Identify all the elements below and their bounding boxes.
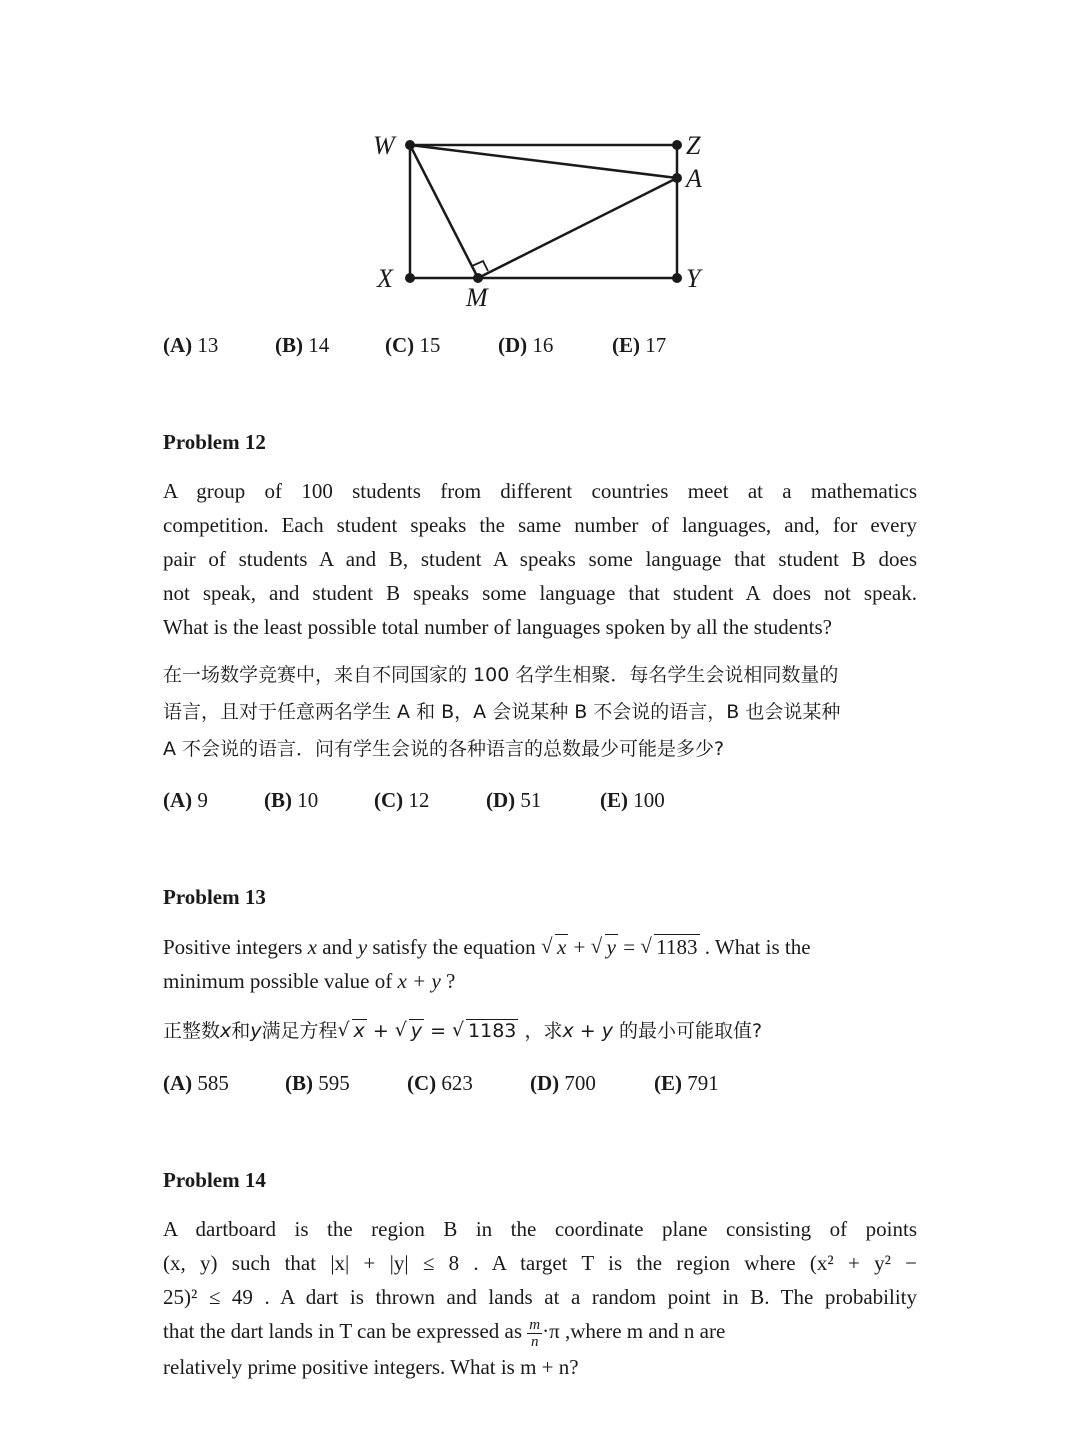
p13-line-2: minimum possible value of x + y ?	[163, 969, 456, 993]
label-w: W	[373, 131, 395, 160]
label-y: Y	[686, 264, 701, 293]
p12-zh-line-3: A 不会说的语言．问有学生会说的各种语言的总数最少可能是多少?	[163, 738, 725, 760]
problem-14-english	[163, 1212, 917, 1384]
p14-line-3: 25)² ≤ 49 . A dart is thrown and lands at a random point in B. The probability	[163, 1285, 917, 1309]
geometry-figure	[360, 118, 720, 318]
problem-13-heading: Problem 13	[163, 885, 266, 909]
p14-line-5: relatively prime positive integers. What is m + n?	[163, 1354, 579, 1379]
segment-ma	[478, 178, 677, 278]
p12-line-4: not speak, and student B speaks some language that student A does not speak.	[163, 581, 917, 605]
choice-a[interactable]: (A) 585	[163, 1071, 229, 1095]
p12-zh-line-2: 语言，且对于任意两名学生 A 和 B，A 会说某种 B 不会说的语言，B 也会说某种	[163, 701, 841, 723]
p14-line-4: that the dart lands in T can be expressed as $\frac{m}{n}$ ·π ,where m and n are	[163, 1316, 726, 1350]
p12-line-1: A group of 100 students from different countries meet at a mathematics	[163, 479, 917, 503]
choice-e[interactable]: (E) 100	[600, 788, 665, 812]
problem-12-chinese	[163, 657, 917, 768]
choice-b[interactable]: (B) 595	[285, 1071, 350, 1095]
problem-13-chinese	[163, 1013, 917, 1050]
label-z: Z	[686, 131, 701, 160]
choice-c[interactable]: (C) 12	[374, 788, 430, 812]
choice-d[interactable]: (D) 51	[486, 788, 542, 812]
choice-b[interactable]: (B) 10	[264, 788, 319, 812]
rectangle-wxyz	[410, 145, 677, 278]
p13-line-1: Positive integers x and y satisfy the equation √ x + √ y = √ 1183 . What is the	[163, 930, 917, 964]
p14-line-1: A dartboard is the region B in the coordinate plane consisting of points	[163, 1217, 917, 1241]
point-m	[473, 273, 483, 283]
label-x: X	[377, 264, 393, 293]
problem-14-heading: Problem 14	[163, 1168, 266, 1192]
label-a: A	[686, 164, 702, 193]
p12-line-5: What is the least possible total number of languages spoken by all the students?	[163, 615, 832, 639]
sqrt-1183: √ 1183	[640, 930, 699, 964]
p12-line-3: pair of students A and B, student A speaks some language that student B does	[163, 547, 917, 571]
rectangle-diagram	[360, 118, 720, 318]
problem-12-heading: Problem 12	[163, 430, 266, 454]
point-a	[672, 173, 682, 183]
choice-c[interactable]: (C) 623	[407, 1071, 473, 1095]
choice-a[interactable]: (A) 9	[163, 788, 208, 812]
choice-a[interactable]: (A) 13	[163, 333, 219, 357]
point-y	[672, 273, 682, 283]
choice-b[interactable]: (B) 14	[275, 333, 330, 357]
segment-wm	[410, 145, 478, 278]
p12-line-2: competition. Each student speaks the same number of languages, and, for every	[163, 513, 917, 537]
choice-e[interactable]: (E) 17	[612, 333, 667, 357]
choice-c[interactable]: (C) 15	[385, 333, 441, 357]
p14-line-2: (x, y) such that |x| + |y| ≤ 8 . A target T is the region where (x² + y² −	[163, 1251, 917, 1275]
sqrt-x: √ x	[541, 930, 568, 964]
fraction-m-over-n: $\frac{m}{n}$	[529, 1316, 541, 1350]
point-w	[405, 140, 415, 150]
choice-d[interactable]: (D) 16	[498, 333, 554, 357]
problem-12-english	[163, 474, 917, 644]
segment-wa	[410, 145, 677, 178]
choice-e[interactable]: (E) 791	[654, 1071, 719, 1095]
p13-zh-line: 正整数x和y满足方程√ x + √ y = √ 1183 ，求x + y 的最小可能取值?	[163, 1013, 917, 1050]
p12-zh-line-1: 在一场数学竞赛中，来自不同国家的 100 名学生相聚．每名学生会说相同数量的	[163, 664, 839, 686]
label-m: M	[466, 283, 488, 312]
choice-d[interactable]: (D) 700	[530, 1071, 596, 1095]
problem-13-english	[163, 930, 917, 998]
point-z	[672, 140, 682, 150]
sqrt-y: √ y	[591, 930, 618, 964]
point-x	[405, 273, 415, 283]
